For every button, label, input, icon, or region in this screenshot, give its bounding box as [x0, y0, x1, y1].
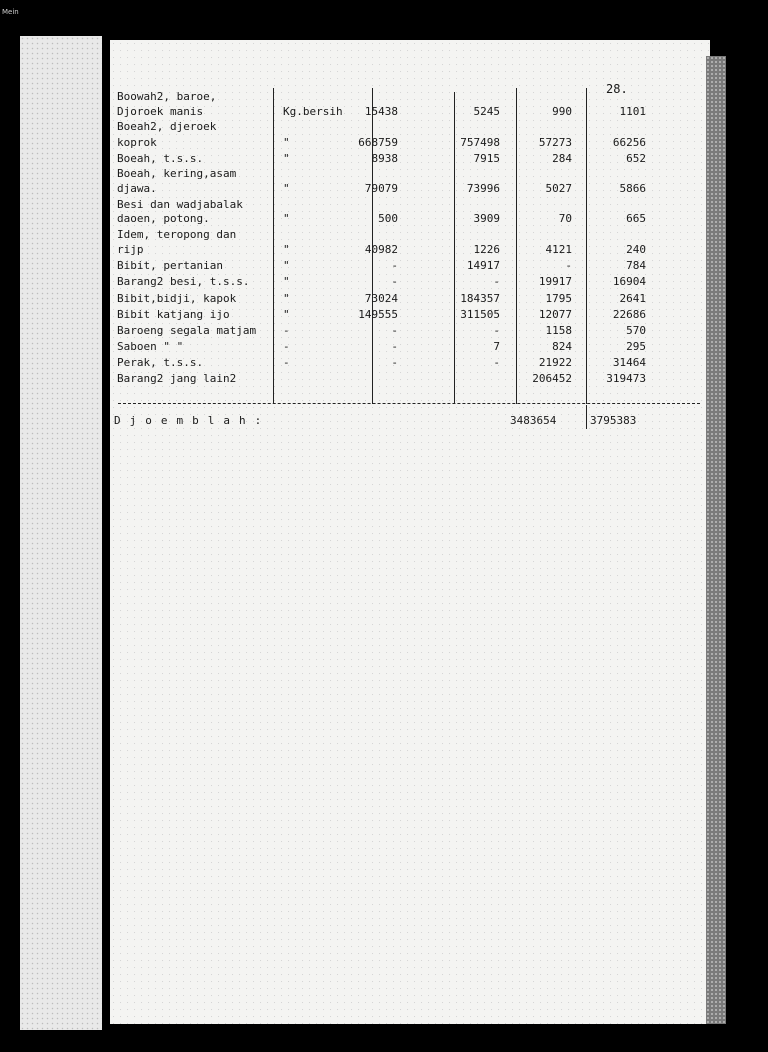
row-description: koprok: [117, 136, 157, 149]
row-unit: ": [283, 259, 290, 272]
table-row: [0, 356, 768, 370]
row-unit: ": [283, 243, 290, 256]
row-value-2: 7915: [473, 152, 500, 165]
total-column-rule: [586, 405, 587, 429]
row-description: daoen, potong.: [117, 212, 210, 225]
table-row: [0, 243, 768, 257]
table-row: [0, 324, 768, 338]
table-row: [0, 228, 768, 242]
table-row: [0, 372, 768, 386]
row-value-3: 19917: [538, 275, 572, 288]
table-row: [0, 136, 768, 150]
row-value-3: 284: [552, 152, 572, 165]
row-value-1: -: [391, 259, 398, 272]
row-value-4: 652: [626, 152, 646, 165]
row-value-1: -: [391, 356, 398, 369]
row-value-2: 184357: [460, 292, 500, 305]
row-value-2: 5245: [473, 105, 500, 118]
row-description: rijp: [117, 243, 144, 256]
row-value-4: 240: [626, 243, 646, 256]
row-value-2: 3909: [473, 212, 500, 225]
row-unit: -: [283, 340, 290, 353]
row-value-3: -: [565, 259, 572, 272]
row-unit: ": [283, 292, 290, 305]
row-value-3: 4121: [545, 243, 572, 256]
row-value-1: -: [391, 275, 398, 288]
row-unit: ": [283, 308, 290, 321]
row-value-1: -: [391, 340, 398, 353]
row-value-3: 206452: [532, 372, 572, 385]
row-description: Boeah, kering,asam: [117, 167, 237, 180]
row-description: Baroeng segala matjam: [117, 324, 257, 337]
row-value-3: 5027: [545, 182, 572, 195]
row-value-2: 14917: [466, 259, 500, 272]
total-label: Djoemblah:: [114, 414, 271, 427]
row-value-3: 21922: [538, 356, 572, 369]
table-row: [0, 292, 768, 306]
table-row: [0, 105, 768, 119]
row-description: Boowah2, baroe,: [117, 90, 217, 103]
row-value-1: 15438: [364, 105, 398, 118]
table-row: [0, 308, 768, 322]
row-value-2: -: [493, 275, 500, 288]
row-value-4: 1101: [619, 105, 646, 118]
row-value-3: 824: [552, 340, 572, 353]
row-unit: -: [283, 324, 290, 337]
row-unit: -: [283, 356, 290, 369]
row-description: Boeah2, djeroek: [117, 120, 217, 133]
table-row: [0, 152, 768, 166]
row-value-1: 8938: [371, 152, 398, 165]
row-description: djawa.: [117, 182, 157, 195]
row-value-4: 295: [626, 340, 646, 353]
row-description: Bibit katjang ijo: [117, 308, 230, 321]
row-unit: ": [283, 212, 290, 225]
row-description: Besi dan wadjabalak: [117, 198, 243, 211]
row-value-3: 990: [552, 105, 572, 118]
row-value-4: 31464: [612, 356, 646, 369]
row-value-1: 149555: [358, 308, 398, 321]
row-description: Bibit,bidji, kapok: [117, 292, 237, 305]
table-row: [0, 259, 768, 273]
row-unit: ": [283, 182, 290, 195]
row-value-2: 73996: [466, 182, 500, 195]
table-row: [0, 198, 768, 212]
row-description: Barang2 besi, t.s.s.: [117, 275, 250, 288]
row-value-1: 500: [378, 212, 398, 225]
row-unit: ": [283, 136, 290, 149]
row-description: Djoroek manis: [117, 105, 204, 118]
table-row: [0, 90, 768, 104]
table-row: [0, 275, 768, 289]
total-divider: [118, 403, 700, 404]
row-value-1: 40982: [364, 243, 398, 256]
row-value-1: 73024: [364, 292, 398, 305]
corner-mark: Mein: [2, 8, 19, 16]
table-row: [0, 120, 768, 134]
row-value-1: -: [391, 324, 398, 337]
row-description: Perak, t.s.s.: [117, 356, 204, 369]
table-row: [0, 167, 768, 181]
row-value-4: 2641: [619, 292, 646, 305]
row-unit: ": [283, 152, 290, 165]
row-value-2: 311505: [460, 308, 500, 321]
row-value-2: -: [493, 324, 500, 337]
table-row: [0, 212, 768, 226]
total-value-col4: 3795383: [590, 414, 637, 427]
row-description: Saboen " ": [117, 340, 184, 353]
row-description: Boeah, t.s.s.: [117, 152, 204, 165]
row-value-4: 570: [626, 324, 646, 337]
row-value-3: 1158: [545, 324, 572, 337]
row-value-4: 16904: [612, 275, 646, 288]
row-unit: ": [283, 275, 290, 288]
row-description: Bibit, pertanian: [117, 259, 223, 272]
total-value-col3: 3483654: [510, 414, 557, 427]
table-row: [0, 340, 768, 354]
row-value-1: 79079: [364, 182, 398, 195]
row-value-3: 57273: [538, 136, 572, 149]
row-value-2: 1226: [473, 243, 500, 256]
row-value-4: 22686: [612, 308, 646, 321]
row-value-4: 784: [626, 259, 646, 272]
row-value-2: 7: [493, 340, 500, 353]
row-value-4: 66256: [612, 136, 646, 149]
row-unit: Kg.bersih: [283, 105, 343, 118]
row-value-4: 319473: [606, 372, 646, 385]
row-description: Barang2 jang lain2: [117, 372, 237, 385]
row-value-4: 665: [626, 212, 646, 225]
table-row: [0, 182, 768, 196]
page-number: 28.: [606, 82, 628, 96]
row-value-1: 668759: [358, 136, 398, 149]
row-value-2: 757498: [460, 136, 500, 149]
row-value-3: 12077: [538, 308, 572, 321]
row-value-2: -: [493, 356, 500, 369]
row-value-3: 70: [558, 212, 572, 225]
row-value-3: 1795: [545, 292, 572, 305]
row-value-4: 5866: [619, 182, 646, 195]
row-description: Idem, teropong dan: [117, 228, 237, 241]
